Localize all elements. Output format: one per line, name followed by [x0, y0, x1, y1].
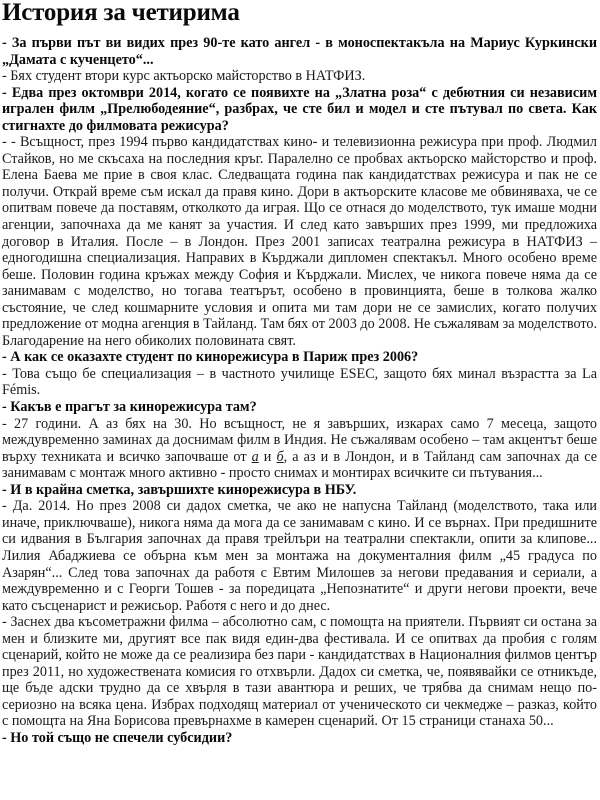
article — [2, 0, 597, 747]
emphasis-letter-b: б — [276, 448, 284, 465]
article-title: История за четирима — [2, 0, 240, 26]
emphasis-letter-a: а — [251, 448, 259, 465]
interview-question: - А как се оказахте студент по кинорежисура в Париж през 2006? — [2, 349, 419, 366]
answer-text: , а аз и в Лондон, и в Тайланд сам започнах да се занимавам с монтаж много активно - просто снимах и монтирах всичките си пътувания... — [2, 448, 598, 482]
interview-question: - За първи път ви видих през 90-те като ангел - в моноспектакъла на Мариус Куркински „Дамата с кученцето“... — [2, 35, 597, 68]
answer-text: - 27 години. А аз бях на 30. Но всъщност, не я завърших, изкарах само 7 месеца, защото междувременно заминах да доснимам филм в Индия. Не съжалявам особено – там акцентът беше върху техниката и всичко започваше от — [2, 415, 597, 465]
interview-answer: - Бях студент втори курс актьорско майсторство в НАТФИЗ. — [2, 68, 366, 85]
answer-text: и — [258, 448, 277, 465]
interview-question: - Какъв е прагът за кинорежисура там? — [2, 399, 257, 416]
interview-answer: - Заснех два късометражни филма – абсолютно сам, с помощта на приятели. Първият си остана за мен и близките ми, другият все пак видя един-два фестивала. И се опитвах да пробия с голям сценарий, който не може да се реализира без пари - кандидатствах в Националния филмов център през 2011, но художествената комисия го отхвърли. Дадох си сметка, че, появявайки се отникъде, ще бъде адски трудно да се хвърля в тази авантюра и реших, че трябва да снимам нещо по-сериозно на всяка цена. Избрах подходящ материал от ученическото си чекмедже – разказ, който с помощта на Яна Борисова превърнахме в камерен сценарий. От 15 страници станаха 50... — [2, 614, 597, 730]
interview-question: - Едва през октомври 2014, когато се появихте на „Златна роза“ с дебютния си независим игрален филм „Прелюбодеяние“, разбрах, че сте бил и модел и сте пътувал по света. Как стигнахте до филмовата режисура? — [2, 84, 597, 134]
interview-answer — [2, 416, 597, 482]
interview-answer: - Това също бе специализация – в частното училище ESEC, защото бях минал възрастта за La Fémis. — [2, 365, 597, 399]
interview-answer: - - Всъщност, през 1994 първо кандидатствах кино- и телевизионна режисура при проф. Людмил Стайков, но ме скъсаха на последния кръг. Паралелно се пробвах актьорско майсторство и проф. Елена Баева ме прие в своя клас. Следващата година пак кандидатствах режисура и пак не се получи. Открай време съм искал да правя кино. Дори в актьорските класове ме обвиняваха, че се опитвам повече да поставям, отколкото да играя. Що се отнася до моделството, тук имаше модни агенции, започнаха да ме канят за участия. И след като завърших през 1999, ми предложиха договор в Италия. После – в Лондон. През 2001 записах театрална режисура в НАТФИЗ – едногодишна специализация. Направих в Кърджали дипломен спектакъл. Много особено време беше. Половин година кръжах между София и Кърджали. Мислех, че никога повече няма да се занимавам с моделство, но тогава театърът, особено в провинцията, беше в толкова жалко състояние, че след кошмарните условия и опита ми там дори не се замислих, когато получих предложение от модна агенция в Тайланд. Там бях от 2003 до 2008. Не съжалявам за моделството. Благодарение на него обиколих половината свят. — [2, 134, 597, 349]
interview-answer: - Да. 2014. Но през 2008 си дадох сметка, че ако не напусна Тайланд (моделството, така или иначе, приключваше), никога няма да мога да се занимавам с кино. И се върнах. При предишните си идвания в България започнах да правя трейлъри на театрални спектакли, опити за клипове... Лилия Абаджиева се обърна към мен за монтажа на документалния филм „45 градуса по Азарян“... След това започнах да работя с Евтим Милошев за негови предавания и сериали, а междувременно и с Георги Тошев - за поредицата „Непознатите“ и други негови проекти, вече като съсценарист и режисьор. Работя с него и до днес. — [2, 498, 597, 614]
interview-question: - Но той също не спечели субсидии? — [2, 729, 233, 746]
interview-question: - И в крайна сметка, завършихте кинорежисура в НБУ. — [2, 481, 357, 498]
